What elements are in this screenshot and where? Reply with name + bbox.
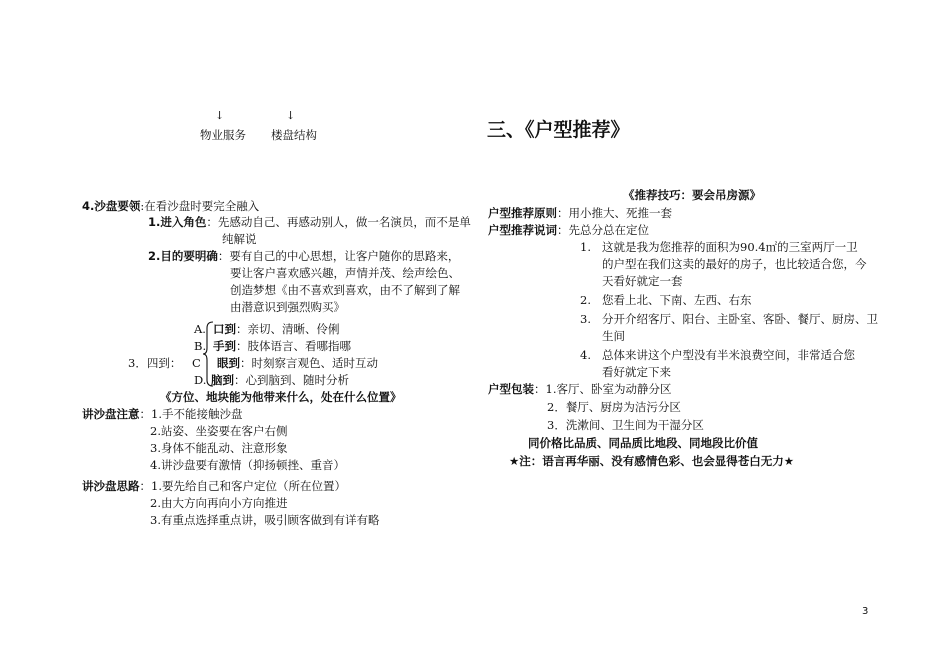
ideas-heading: 讲沙盘思路：1.要先给自己和客户定位（所在位置） [82, 479, 346, 493]
down-arrow-icon: ↓ [215, 109, 225, 122]
script-item: 4. 总体来讲这个户型没有半米浪费空间，非常适合您 [580, 348, 855, 362]
building-structure-label: 楼盘结构 [271, 128, 317, 142]
script-line: 看好就定下来 [602, 365, 671, 379]
clear-purpose: 2.目的要明确：要有自己的中心思想，让客户随你的思路来， [148, 249, 460, 263]
property-service-label: 物业服务 [200, 128, 246, 142]
four-item-mouth: 口到：亲切、清晰、伶俐 [213, 322, 340, 336]
idea-item: 3.有重点选择重点讲，吸引顾客做到有详有略 [150, 513, 380, 527]
four-arrivals-label: 3．四到： [128, 356, 182, 370]
page-title: 三、《户型推荐》 [487, 119, 630, 141]
enter-role-cont: 纯解说 [222, 232, 257, 246]
four-item-brain: 脑到：心到脑到、随时分析 [211, 373, 349, 387]
item-letter: A. [194, 322, 206, 336]
script-item: 3. 分开介绍客厅、阳台、主卧室、客卧、餐厅、厨房、卫 [580, 312, 878, 326]
language-note: ★注：语言再华丽、没有感情色彩、也会显得苍白无力★ [509, 454, 795, 468]
note-item: 4.讲沙盘要有激情（抑扬顿挫、重音） [150, 458, 345, 472]
price-slogan: 同价格比品质、同品质比地段、同地段比价值 [528, 436, 758, 450]
note-item: 3.身体不能乱动、注意形象 [150, 441, 288, 455]
package-item: 3．洗漱间、卫生间为干湿分区 [547, 418, 704, 432]
notes-heading: 讲沙盘注意：1.手不能接触沙盘 [82, 407, 243, 421]
four-item-hand: 手到：肢体语言、看哪指哪 [213, 339, 351, 353]
tip-heading: 《推荐技巧：要会吊房源》 [623, 188, 761, 202]
script-line: 的户型在我们这卖的最好的房子，也比较适合您，今 [602, 257, 867, 271]
position-heading: 《方位、地块能为他带来什么，处在什么位置》 [160, 390, 402, 404]
script-line: 生间 [602, 329, 625, 343]
down-arrow-icon: ↓ [286, 109, 296, 122]
recommend-principle: 户型推荐原则：用小推大、死推一套 [488, 206, 672, 220]
four-item-eye: 眼到：时刻察言观色、适时互动 [217, 356, 378, 370]
sand-table-essentials: 4.沙盘要领:在看沙盘时要完全融入 [82, 199, 260, 213]
script-item: 2. 您看上北、下南、左西、右东 [580, 293, 752, 307]
clear-purpose-line: 创造梦想《由不喜欢到喜欢，由不了解到了解 [230, 283, 460, 297]
clear-purpose-line: 要让客户喜欢感兴趣，声情并茂、绘声绘色、 [230, 266, 460, 280]
recommend-script: 户型推荐说词：先总分总在定位 [488, 223, 649, 237]
item-letter: C [192, 356, 201, 370]
note-item: 2.站姿、坐姿要在客户右侧 [150, 424, 288, 438]
item-letter: D. [194, 373, 207, 387]
idea-item: 2.由大方向再向小方向推进 [150, 496, 288, 510]
enter-role: 1.进入角色：先感动自己、再感动别人，做一名演员，而不是单 [148, 215, 471, 229]
script-item: 1. 这就是我为您推荐的面积为90.4㎡的三室两厅一卫 [580, 240, 858, 254]
page-number: 3 [862, 606, 869, 617]
item-letter: B. [194, 339, 207, 353]
script-line: 天看好就定一套 [602, 274, 683, 288]
package-item: 2．餐厅、厨房为洁污分区 [547, 400, 681, 414]
package-heading: 户型包装：1.客厅、卧室为动静分区 [488, 382, 672, 396]
clear-purpose-line: 由潜意识到强烈购买》 [230, 300, 345, 314]
